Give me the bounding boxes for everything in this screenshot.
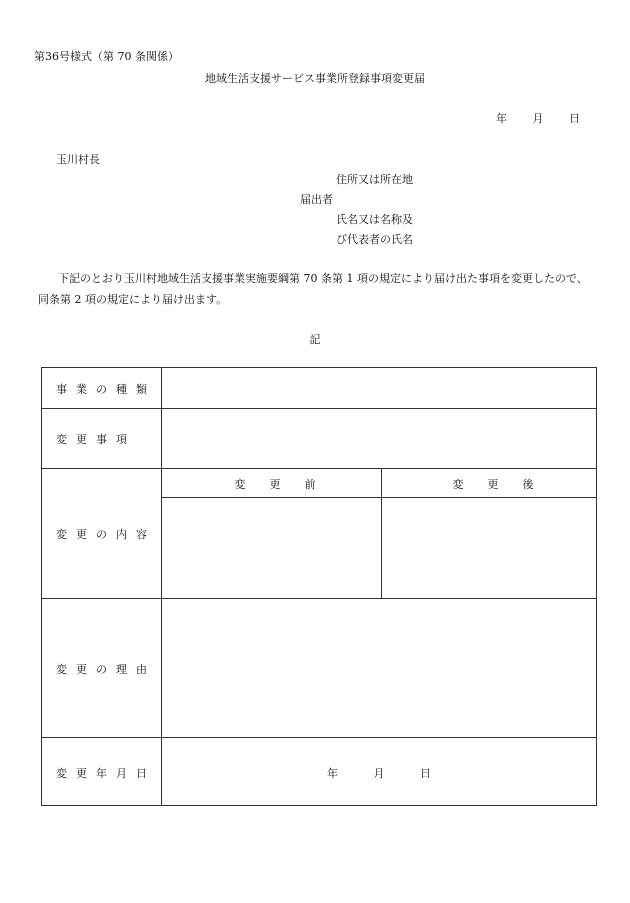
form-number: 第36号様式（第 70 条関係） [34, 50, 179, 63]
business-type-label: 事業の種類 [56, 383, 156, 396]
address-label: 住所又は所在地 [336, 173, 413, 186]
change-date-label: 変更年月日 [56, 767, 156, 780]
after-header: 変更後 [452, 478, 558, 491]
before-header: 変更前 [234, 478, 340, 491]
month-label: 月 [532, 112, 544, 125]
body-text: 下記のとおり玉川村地域生活支援事業実施要綱第 70 条第 1 項の規定により届け出た事項を変更したので、同条第 2 項の規定により届け出ます。 [38, 272, 588, 306]
document-title: 地域生活支援サービス事業所登録事項変更届 [205, 72, 425, 85]
after-content-field[interactable] [382, 498, 596, 598]
change-month-label: 月 [373, 767, 385, 780]
notifier-label: 届出者 [300, 193, 333, 206]
name-label-line2: び代表者の氏名 [336, 233, 413, 246]
day-label: 日 [569, 112, 580, 125]
table-rule [42, 737, 596, 738]
submission-date [474, 110, 580, 126]
change-reason-field[interactable] [162, 599, 596, 737]
ki-heading: 記 [309, 333, 321, 346]
before-content-field[interactable] [162, 498, 381, 598]
table-rule [42, 468, 596, 469]
change-day-label: 日 [420, 767, 431, 780]
business-type-field[interactable] [162, 368, 596, 408]
change-item-label: 変更事項 [56, 433, 136, 446]
change-item-field[interactable] [162, 409, 596, 468]
change-form-table [41, 367, 597, 806]
change-year-label: 年 [327, 767, 338, 780]
year-label: 年 [496, 112, 507, 125]
change-date-field[interactable] [162, 765, 596, 781]
change-reason-label: 変更の理由 [56, 663, 156, 676]
name-label-line1: 氏名又は名称及 [336, 213, 413, 226]
addressee: 玉川村長 [56, 153, 100, 166]
change-content-label: 変更の内容 [56, 528, 156, 541]
